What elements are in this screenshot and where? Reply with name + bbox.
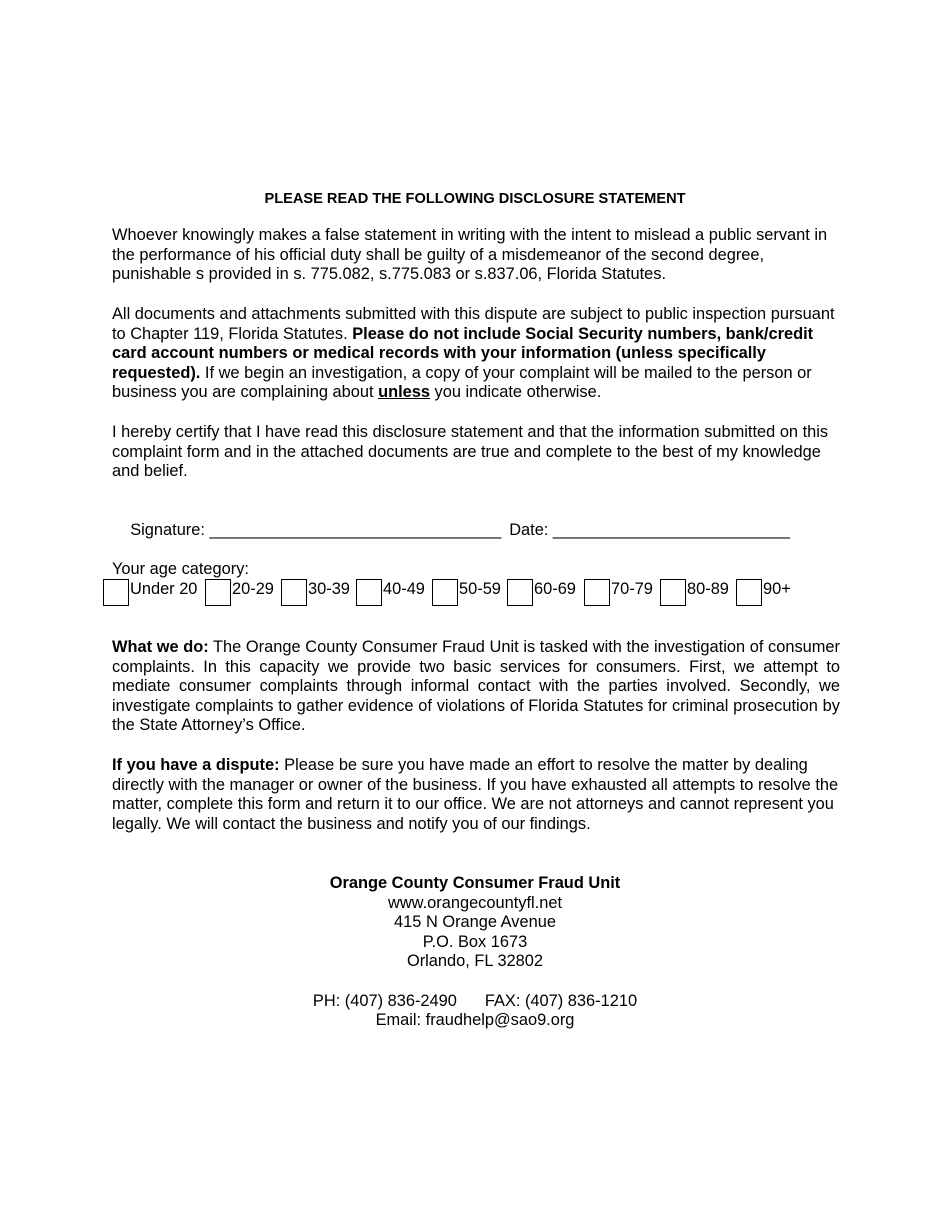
age-option-label: Under 20 xyxy=(130,580,198,598)
dispute-text: Please be sure you have made an effort to resolve the matter by dealing directly with the manager or owner of the business. If you have exhausted all attempts to resolve the matter, complete this form and return it to our office. We are not attorneys and cannot represent you legally. We will contact the business and notify you of our findings. xyxy=(112,756,839,833)
age-option-label: 80-89 xyxy=(687,580,729,598)
age-checkbox-20-29[interactable] xyxy=(205,579,231,606)
street-address: 415 N Orange Avenue xyxy=(394,913,556,932)
signature-field[interactable]: Signature: ________________________________ xyxy=(130,520,502,539)
date-field[interactable]: Date: __________________________ xyxy=(509,520,790,539)
age-category-options xyxy=(103,576,843,610)
website-link[interactable]: www.orangecountyfl.net xyxy=(387,893,563,912)
phone-number: PH: (407) 836-2490 xyxy=(312,991,457,1010)
public-records-text: All documents and attachments submitted with this dispute are subject to public inspection pursuant to Chapter 119, Florida Statutes. xyxy=(112,305,835,343)
false-statement-paragraph: Whoever knowingly makes a false statement in writing with the intent to mislead a public servant in the performance of his official duty shall be guilty of a misdemeanor of the second degree, punishable s provided in s. 775.082, s.775.083 or s.837.06, Florida Statutes. xyxy=(112,226,828,284)
contact-block xyxy=(0,874,950,1031)
age-checkbox-80-89[interactable] xyxy=(660,579,686,606)
age-checkbox-30-39[interactable] xyxy=(281,579,307,606)
indicate-otherwise-text: you indicate otherwise. xyxy=(430,383,602,402)
age-option-label: 20-29 xyxy=(232,580,274,598)
age-option-label: 60-69 xyxy=(534,580,576,598)
signature-line xyxy=(112,501,852,560)
page-title: PLEASE READ THE FOLLOWING DISCLOSURE STATEMENT xyxy=(264,191,686,207)
dispute-paragraph xyxy=(112,756,840,834)
age-checkbox-40-49[interactable] xyxy=(356,579,382,606)
age-option-label: 40-49 xyxy=(383,580,425,598)
unless-emphasis: unless xyxy=(378,383,430,402)
phone-fax-line xyxy=(0,992,950,1012)
what-we-do-paragraph xyxy=(112,638,840,736)
fax-number: FAX: (407) 836-1210 xyxy=(484,991,638,1010)
age-option-label: 30-39 xyxy=(308,580,350,598)
certification-paragraph: I hereby certify that I have read this disclosure statement and that the information submitted on this complaint form and in the attached documents are true and complete to the best of my knowledge and belief. xyxy=(112,423,829,481)
city-state-zip: Orlando, FL 32802 xyxy=(406,952,544,971)
age-checkbox-50-59[interactable] xyxy=(432,579,458,606)
po-box: P.O. Box 1673 xyxy=(422,932,528,951)
age-option-label: 50-59 xyxy=(459,580,501,598)
age-checkbox-90-plus[interactable] xyxy=(736,579,762,606)
age-option-label: 70-79 xyxy=(611,580,653,598)
age-option-label: 90+ xyxy=(763,580,791,598)
age-category-label: Your age category: xyxy=(112,560,249,578)
what-we-do-text: The Orange County Consumer Fraud Unit is tasked with the investigation of consumer complaints. In this capacity we provide two basic services for consumers. First, we attempt to mediate consumer complaints through informal contact with the parties involved. Secondly, we investigate complaints to gather evidence of violations of Florida Statutes for criminal prosecution by the State Attorney’s Office. xyxy=(112,638,841,735)
public-records-paragraph xyxy=(112,305,840,403)
email-address[interactable]: Email: fraudhelp@sao9.org xyxy=(375,1011,575,1030)
what-we-do-heading: What we do: xyxy=(112,638,209,656)
age-checkbox-60-69[interactable] xyxy=(507,579,533,606)
investigation-text: If we begin an investigation, a copy of your complaint will be mailed to the person or business you are complaining about xyxy=(112,363,812,402)
privacy-warning: Please do not include Social Security numbers, bank/credit card account numbers or medical records with your information (unless specifically requested). xyxy=(112,324,814,382)
organization-name: Orange County Consumer Fraud Unit xyxy=(329,874,621,892)
dispute-heading: If you have a dispute: xyxy=(112,756,280,774)
age-checkbox-70-79[interactable] xyxy=(584,579,610,606)
age-checkbox-under-20[interactable] xyxy=(103,579,129,606)
